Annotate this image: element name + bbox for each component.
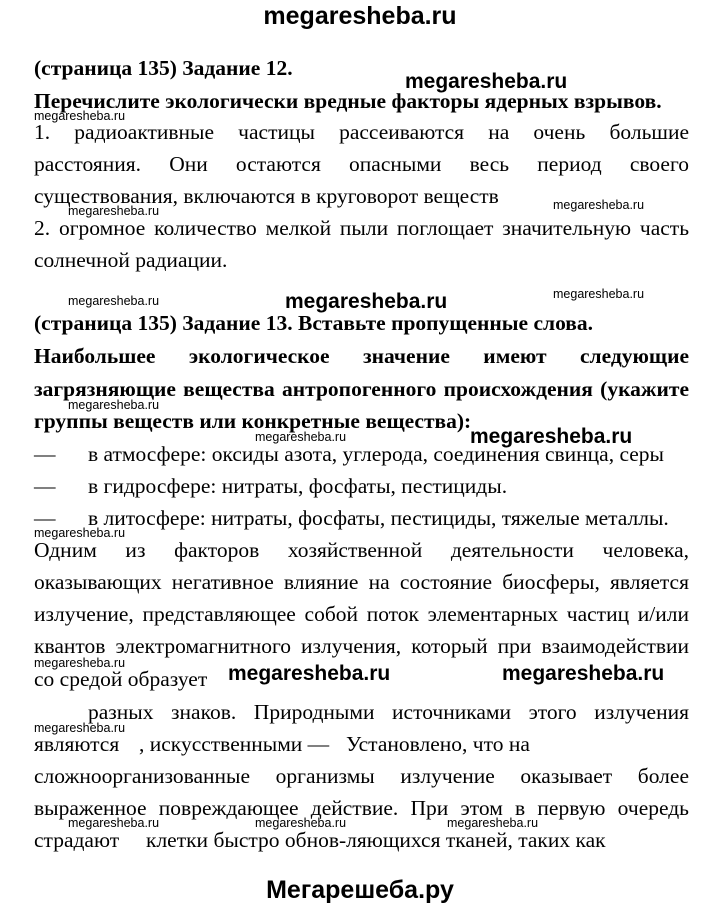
paragraph-line: клетки быстро обнов-ляющихся тканей, таких как bbox=[146, 828, 606, 852]
watermark-small: megaresheba.ru bbox=[68, 816, 160, 830]
list-item-text: в атмосфере: оксиды азота, углерода, соединения свинца, серы bbox=[88, 442, 665, 466]
watermark-large: megaresheba.ru bbox=[405, 70, 568, 93]
watermark-small: megaresheba.ru bbox=[553, 287, 645, 301]
paragraph-line: сложноорганизованные организмы излучение оказывает более bbox=[34, 764, 689, 788]
footer-site-title: Мегарешеба.ру bbox=[266, 876, 454, 904]
list-dash: — bbox=[34, 474, 56, 498]
watermark-small: megaresheba.ru bbox=[447, 816, 539, 830]
task12-line: 2. огромное количество мелкой пыли поглощает значительную часть bbox=[34, 216, 689, 240]
watermark-large: megaresheba.ru bbox=[502, 662, 665, 685]
paragraph-line: Установлено, что на bbox=[346, 732, 530, 756]
watermark-large: megaresheba.ru bbox=[228, 662, 391, 685]
paragraph-line: оказывающих негативное влияние на состояние биосферы, является bbox=[34, 570, 689, 594]
task13-question-line: загрязняющие вещества антропогенного происхождения (укажите bbox=[34, 377, 689, 401]
paragraph-line: выраженное повреждающее действие. При этом в первую очередь bbox=[34, 796, 689, 820]
task12-line: солнечной радиации. bbox=[34, 248, 228, 272]
watermark-small: megaresheba.ru bbox=[255, 816, 347, 830]
paragraph-line: разных знаков. Природными источниками этого излучения bbox=[88, 700, 689, 724]
paragraph-line: излучение, представляющее собой поток элементарных частиц и/или bbox=[34, 602, 689, 626]
task13-heading: (страница 135) Задание 13. Вставьте пропущенные слова. bbox=[34, 311, 594, 335]
watermark-small: megaresheba.ru bbox=[34, 109, 126, 123]
watermark-small: megaresheba.ru bbox=[68, 398, 160, 412]
task12-line: существования, включаются в круговорот веществ bbox=[34, 184, 499, 208]
task12-heading: (страница 135) Задание 12. bbox=[34, 56, 293, 80]
list-dash: — bbox=[34, 506, 56, 530]
task12-line: 1. радиоактивные частицы рассеиваются на очень большие bbox=[34, 120, 689, 144]
site-title: megaresheba.ru bbox=[263, 2, 457, 30]
list-dash: — bbox=[34, 442, 56, 466]
task12-question: Перечислите экологически вредные факторы ядерных взрывов. bbox=[34, 89, 662, 113]
watermark-small: megaresheba.ru bbox=[34, 721, 126, 735]
paragraph-line: страдают bbox=[34, 828, 120, 852]
list-item-text: в литосфере: нитраты, фосфаты, пестициды, тяжелые металлы. bbox=[88, 506, 669, 530]
task12-line: расстояния. Они остаются опасными весь период своего bbox=[34, 152, 689, 176]
paragraph-line: , искусственными — bbox=[139, 732, 330, 756]
task13-question-line: группы веществ или конкретные вещества): bbox=[34, 409, 472, 433]
watermark-small: megaresheba.ru bbox=[68, 294, 160, 308]
watermark-small: megaresheba.ru bbox=[553, 198, 645, 212]
paragraph-line: являются bbox=[34, 732, 120, 756]
paragraph-line: со средой образует bbox=[34, 667, 208, 691]
watermark-small: megaresheba.ru bbox=[34, 656, 126, 670]
watermark-large: megaresheba.ru bbox=[470, 425, 633, 448]
watermark-small: megaresheba.ru bbox=[255, 430, 347, 444]
watermark-large: megaresheba.ru bbox=[285, 290, 448, 313]
watermark-small: megaresheba.ru bbox=[34, 526, 126, 540]
paragraph-line: Одним из факторов хозяйственной деятельности человека, bbox=[34, 538, 689, 562]
paragraph-line: квантов электромагнитного излучения, который при взаимодействии bbox=[34, 634, 689, 658]
watermark-small: megaresheba.ru bbox=[68, 204, 160, 218]
task13-question-line: Наибольшее экологическое значение имеют следующие bbox=[34, 344, 689, 368]
list-item-text: в гидросфере: нитраты, фосфаты, пестициды. bbox=[88, 474, 508, 498]
